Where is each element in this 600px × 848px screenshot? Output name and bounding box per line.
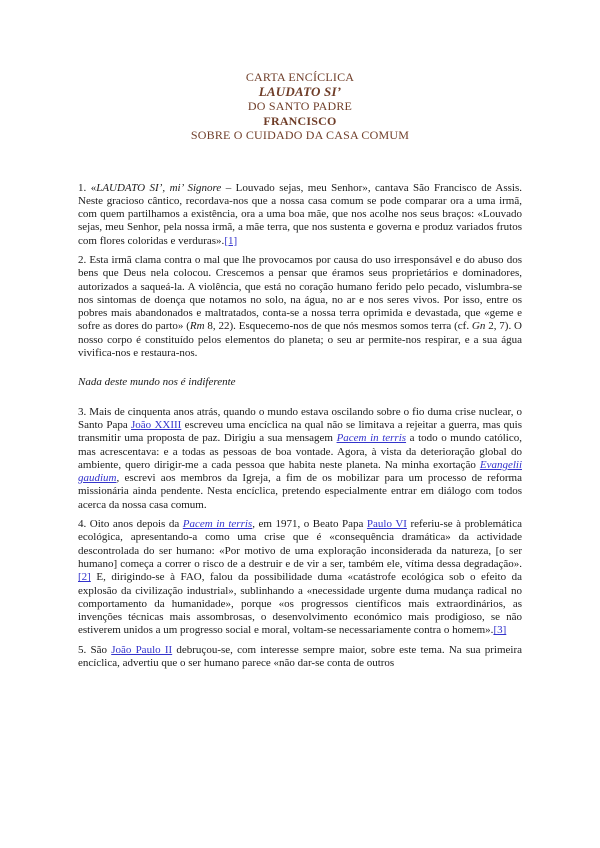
paragraph-2 [78,254,522,360]
evangelii-gaudium-link[interactable]: Evangelii gaudium [78,458,522,485]
document-subtitle: SOBRE O CUIDADO DA CASA COMUM [190,128,410,142]
joao-xxiii-link[interactable]: João XXIII [131,418,182,431]
text-run: 3. Mais de cinquenta anos atrás, quando o mundo estava oscilando sobre o fio duma crise nuclear, o Santo Papa [78,405,522,431]
text-run: LAUDATO SI’, mi’ Signore [96,181,222,194]
text-run: 5. São [78,643,112,656]
document-title: LAUDATO SI’ [258,83,342,99]
text-run: – Louvado sejas, meu Senhor», cantava São Francisco de Assis. Neste gracioso cântico, recordava-nos que a nossa casa comum se pode comparar ora a uma irmã, com quem partilhamos a existência, ora a uma boa mãe, que nos acolhe nos seus braços: «Louvado sejas, meu Senhor, pela nossa irmã, a mãe terra, que nos sustenta e governa e produz variados frutos com flores coloridas e verduras». [78,181,522,247]
text-run: debruçou-se, com interesse sempre maior, sobre este tema. Na sua primeira encíclica, advertiu que o ser humano parece «não dar-se conta de outros [78,643,523,669]
text-run: 1. « [78,181,97,194]
header-document-type: CARTA ENCÍCLICA [245,70,355,84]
document-body [78,182,522,671]
text-run: 4. Oito anos depois da [78,518,183,531]
section-heading: Nada deste mundo nos é indiferente [78,376,236,389]
footnote-3-link[interactable]: [3] [493,624,507,637]
pacem-in-terris-link-2[interactable]: Pacem in terris [182,518,253,531]
paragraph-1 [78,182,522,248]
paragraph-4 [78,518,522,638]
text-run: escreveu uma encíclica na qual não se limitava a rejeitar a guerra, mas quis transmitir uma proposta de paz. Dirigiu a sua mensagem [78,418,522,445]
document-header [78,70,522,143]
paragraph-5 [78,644,522,671]
header-of-the-holy-father: DO SANTO PADRE [247,99,353,113]
text-run: a todo o mundo católico, mas acrescentava: e a todas as pessoas de boa vontade. Agora, à vista da deterioração global do ambiente, quero dirigir-me a cada pessoa que habita neste planeta. Na minha exortação [78,432,522,471]
footnote-2-link[interactable]: [2] [78,571,91,584]
text-run: Rm [189,320,205,333]
text-run: referiu-se à problemática ecológica, apresentando-a como uma crise que é «consequência dramática» da actividade descontrolada do ser humano: «Por motivo de uma exploração inconsiderada da natureza, [o ser humano] começa a correr o risco de a destruir e de vir a ser, também ele, vítima dessa degradação». [78,518,522,570]
text-run: 2, 7). O nosso corpo é constituído pelos elementos do planeta; o seu ar permite-nos respirar, e a sua água vivifica-nos e restaura-nos. [78,320,522,360]
text-run: 8, 22). Esquecemo-nos de que nós mesmos somos terra (cf. [204,320,472,333]
pacem-in-terris-link[interactable]: Pacem in terris [336,432,407,445]
text-run: 2. Esta irmã clama contra o mal que lhe provocamos por causa do uso irresponsável e do abuso dos bens que Deus nela colocou. Crescemos a pensar que éramos seus proprietários e dominadores, autorizados a saqueá-la. A violência, que está no coração humano ferido pelo pecado, vislumbra-se nos sintomas de doença que notamos no solo, na água, no ar e nos seres vivos. Por isso, entre os pobres mais abandonados e maltratados, conta-se a nossa terra oprimida e devastada, que «geme e sofre as dores do parto» ( [78,253,522,333]
paulo-vi-link[interactable]: Paulo VI [366,518,407,531]
footnote-1-link[interactable]: [1] [224,234,238,247]
text-run: E, dirigindo-se à FAO, falou da possibilidade duma «catástrofe ecológica sob o efeito da explosão da civilização industrial», sublinhando a «necessidade urgente duma mudança radical no comportamento da humanidade», porque «os progressos científicos mais extraordinários, as invenções técnicas mais assombrosas, o desenvolvimento económico mais prodigioso, se não estiverem unidos a um progresso social e moral, voltam-se necessariamente contra o homem». [78,571,522,637]
text-run: Gn [471,320,486,333]
text-run: , escrevi aos membros da Igreja, a fim de os mobilizar para um processo de reforma missionária ainda pendente. Nesta encíclica, pretendo especialmente entrar em diálogo com todos acerca da nossa casa comum. [78,472,522,511]
paragraph-3 [78,406,522,512]
document-author: FRANCISCO [263,113,337,128]
text-run: , em 1971, o Beato Papa [252,518,367,531]
joao-paulo-ii-link[interactable]: João Paulo II [111,643,173,656]
